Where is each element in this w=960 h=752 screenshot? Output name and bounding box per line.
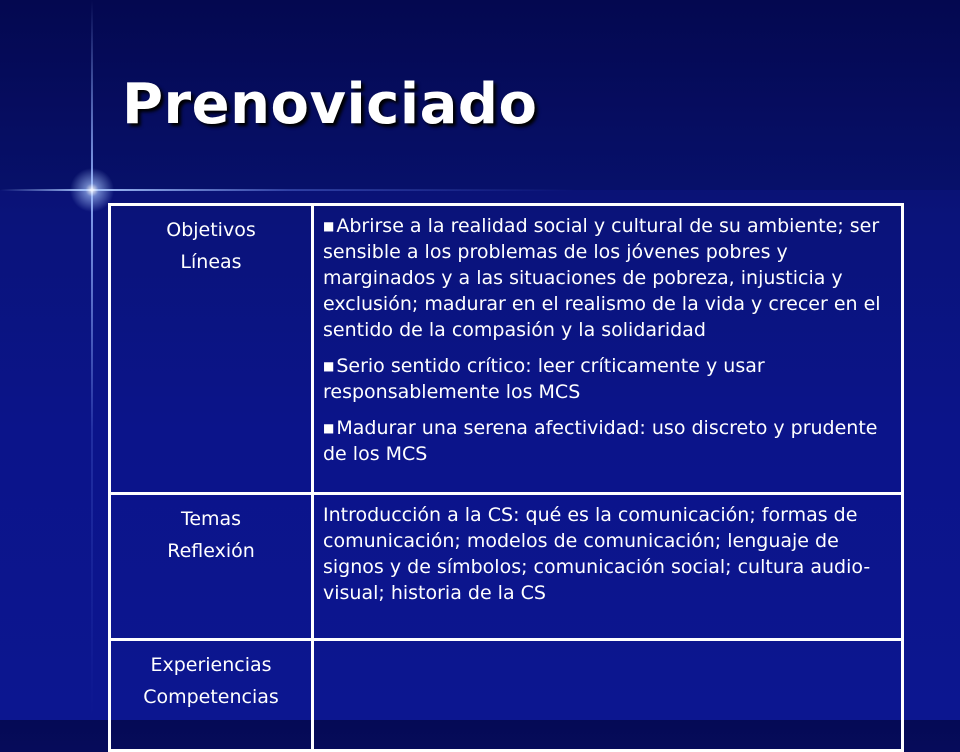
bullet-text: Abrirse a la realidad social y cultural de su ambiente; ser sensible a los problemas de los jóvenes pobres y marginados y a las situaciones de pobreza, injusticia y exclusión; madurar en el realismo de la vida y crecer en el sentido de la compasión y la solidaridad	[323, 215, 881, 341]
bullet-square-icon: ■	[323, 359, 335, 373]
row-label-lineas: Líneas	[180, 251, 242, 273]
row-label-cell	[110, 640, 313, 751]
row-label-competencias: Competencias	[143, 686, 279, 708]
table-row-temas	[110, 494, 903, 640]
row-label-cell	[110, 205, 313, 494]
row-label-cell	[110, 494, 313, 640]
row-content-cell	[313, 494, 903, 640]
row-label-experiencias: Experiencias	[150, 654, 272, 676]
bullet-square-icon: ■	[323, 219, 335, 233]
decorative-horizontal-line	[0, 189, 960, 191]
bullet-item	[323, 415, 893, 467]
bullet-square-icon: ■	[323, 421, 335, 435]
bullet-item	[323, 353, 893, 405]
bullet-text: Serio sentido crítico: leer críticamente y usar responsablemente los MCS	[323, 355, 765, 403]
content-table	[108, 203, 904, 752]
bullet-text: Madurar una serena afectividad: uso discreto y prudente de los MCS	[323, 417, 878, 465]
table-row-experiencias	[110, 640, 903, 751]
decorative-vertical-line	[91, 0, 93, 720]
bullet-item	[323, 213, 893, 343]
slide-title: Prenoviciado	[122, 72, 538, 137]
table-row-objetivos	[110, 205, 903, 494]
row-label-temas: Temas	[180, 508, 242, 530]
row-content-cell-empty	[313, 640, 903, 751]
row-label-objetivos: Objetivos	[166, 219, 256, 241]
row-content-cell	[313, 205, 903, 494]
temas-text: Introducción a la CS: qué es la comunicación; formas de comunicación; modelos de comunicación; lenguaje de signos y de símbolos; comunicación social; cultura audio-visual; historia de la CS	[323, 504, 871, 604]
row-label-reflexion: Reflexión	[167, 540, 255, 562]
